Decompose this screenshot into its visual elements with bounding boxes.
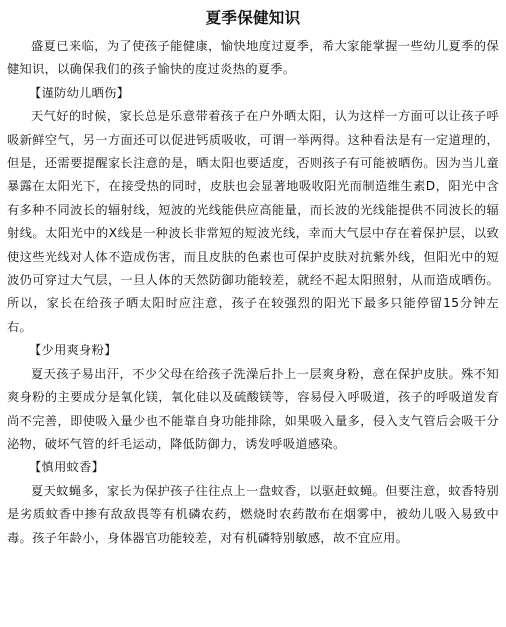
section-sunburn — [7, 82, 499, 339]
section-body: 夏天蚊蝇多，家长为保护孩子往往点上一盘蚊香，以驱赶蚊蝇。但要注意，蚊香特别是劣质蚊香中掺有敌敌畏等有机磷农药，燃烧时农药散布在烟雾中，被幼儿吸入易致中毒。孩子年龄小，身体器官功能较差，对有机磷特别敏感，故不宜应用。 — [7, 483, 499, 545]
document-title: 夏季保健知识 — [205, 8, 301, 27]
section-mosquito-coil — [7, 456, 499, 550]
section-heading: 【少用爽身粉】 — [29, 343, 117, 358]
section-talcum-powder — [7, 339, 499, 456]
section-body: 夏天孩子易出汗，不少父母在给孩子洗澡后扑上一层爽身粉，意在保护皮肤。殊不知爽身粉的主要成分是氧化镁，氧化硅以及硫酸镁等，容易侵入呼吸道，孩子的呼吸道发育尚不完善，即使吸入量少也不能靠自身功能排除，如果吸入量多，侵入支气管后会吸干分泌物，破坏气管的纤毛运动，降低防御力，诱发呼吸道感染。 — [7, 366, 499, 451]
intro-paragraph: 盛夏已来临，为了使孩子能健康，愉快地度过夏季，希大家能掌握一些幼儿夏季的保健知识，以确保我们的孩子愉快的度过炎热的夏季。 — [7, 39, 499, 77]
section-body: 天气好的时候，家长总是乐意带着孩子在户外晒太阳，认为这样一方面可以让孩子呼吸新鲜空气，另一方面还可以促进钙质吸收，可谓一举两得。这种看法是有一定道理的，但是，还需要提醒家长注意的是，晒太阳也要适度，否则孩子有可能被晒伤。因为当儿童暴露在太阳光下，在接受热的同时，皮肤也会显著地吸收阳光而制造维生素D，阳光中含有多种不同波长的辐射线，短波的光线能供应高能量，而长波的光线能提供不同波长的辐射线。太阳光中的X线是一种波长非常短的短波光线，幸而大气层中存在着保护层，以致使这些光线对人体不造成伤害，而且皮肤的色素也可保护皮肤对抗紫外线，但阳光中的短波仍可穿过大气层，一旦人体的天然防御功能较差，就经不起太阳照射，从而造成晒伤。所以，家长在给孩子晒太阳时应注意，孩子在较强烈的阳光下最多只能停留15分钟左右。 — [7, 109, 499, 334]
section-heading: 【慎用蚊香】 — [29, 460, 105, 475]
section-heading: 【谨防幼儿晒伤】 — [29, 85, 130, 100]
